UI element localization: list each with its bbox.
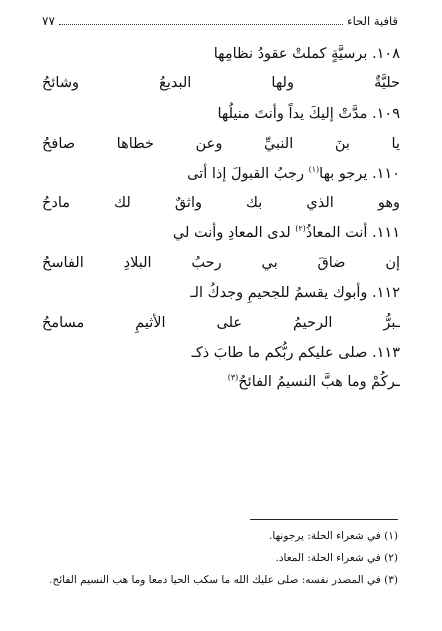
verse-word: النبيِّ [263, 136, 294, 152]
verse-word: ولها [271, 75, 294, 91]
verse-word: إن [385, 255, 400, 271]
verse-text: ١١٠. يرجو بها [319, 166, 400, 182]
verse-108-second-hemistich [42, 71, 400, 95]
footnote-1: (١) في شعراء الحلة: يرجونها. [269, 530, 398, 542]
verse-word: صافحُ [42, 136, 76, 152]
verse-word: ـبرُّ [383, 315, 400, 331]
verse-word: وعن [195, 136, 223, 152]
verse-text: ١٠٩. مدَّتْ إليكَ يداً وأنتَ منيلُها [217, 106, 400, 122]
verse-word: بك [246, 195, 263, 211]
verse-word: بنَ [334, 136, 350, 152]
verse-108-first-hemistich [42, 42, 400, 66]
verse-word: واثقٌ [174, 195, 202, 211]
footnote-marker-3[interactable]: (٣) [227, 373, 239, 383]
verse-word: بي [261, 255, 278, 271]
verse-112-first-hemistich [42, 281, 400, 305]
verse-113-first-hemistich [42, 341, 400, 365]
verse-word: وهو [377, 195, 400, 211]
footnote-marker-1[interactable]: (١) [308, 165, 320, 175]
verse-word: الأثيمِ [135, 315, 166, 331]
chapter-title: قافية الحاء [347, 14, 398, 28]
verse-110-second-hemistich [42, 191, 400, 215]
verse-109-first-hemistich [42, 102, 400, 126]
verse-word: مادحُ [42, 195, 71, 211]
footnote-separator [250, 519, 398, 520]
verse-word: وشائحُ [42, 75, 79, 91]
verse-word: على [216, 315, 243, 331]
verse-word: مسامحُ [42, 315, 85, 331]
footnote-3: (٣) في المصدر نفسه: صلى عليك الله ما سكب الحيا دمعا وما هب النسيم الفائح. [49, 574, 398, 586]
verse-word: الذي [306, 195, 334, 211]
verse-109-second-hemistich [42, 132, 400, 156]
verse-word: رحبُ [191, 255, 222, 271]
header-dot-leader [59, 24, 343, 25]
verse-word: يا [391, 136, 400, 152]
verse-text: ١١٣. صلى عليكم ربُّكم ما طابَ ذكـ [191, 345, 400, 361]
verse-word: حليَّةٌ [374, 75, 400, 91]
verse-111-second-hemistich [42, 251, 400, 275]
verse-word: لك [114, 195, 131, 211]
footnote-2: (٢) في شعراء الحلة: المعاد. [275, 552, 398, 564]
verse-word: البلادِ [123, 255, 152, 271]
verse-word: ضاقَ [317, 255, 346, 271]
verse-word: الرحيمُ [293, 315, 333, 331]
verse-text: ١٠٨. برسيَّةٍ كملتْ عقودُ نظامِها [213, 46, 400, 62]
verse-text: ١١٢. وأبوك يقسمُ للجحيمِ وجدكُ الـ [190, 285, 400, 301]
footnote-marker-2[interactable]: (٢) [295, 224, 306, 234]
verse-111-first-hemistich [42, 221, 400, 245]
verse-word: الفاسحُ [42, 255, 84, 271]
verse-text: ـركُمْ وما هبَّ النسيمُ الفائحُ [238, 374, 400, 390]
verse-word: البديعُ [159, 75, 192, 91]
verse-text: رجبُ القبولَ إذا أتى [187, 166, 309, 182]
running-header [42, 13, 398, 29]
verse-text: لدى المعادِ وأنت لي [172, 225, 296, 241]
page-number: ٧٧ [42, 14, 55, 28]
verse-113-second-hemistich [42, 370, 400, 394]
verse-110-first-hemistich [42, 162, 400, 186]
verse-text: ١١١. أنت المعاذُ [305, 225, 400, 241]
verse-word: خطاها [116, 136, 155, 152]
verse-112-second-hemistich [42, 311, 400, 335]
